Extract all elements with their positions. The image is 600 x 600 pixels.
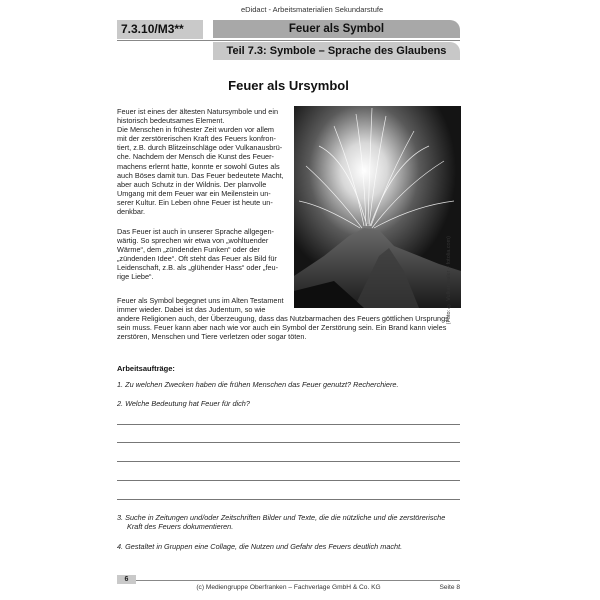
unit-tab: Teil 7.3: Symbole – Sprache des Glaubens [213, 42, 460, 60]
text-line: serer Kultur. Ein Leben ohne Feuer ist heute un- [117, 197, 273, 207]
text-line: denkbar. [117, 207, 145, 217]
paragraph-2 [117, 227, 289, 282]
footer-page-label: Seite 8 [439, 584, 460, 591]
text-line: aber auch Schutz in der Wildnis. Der planvolle [117, 179, 267, 189]
photo-credit: (Foto: © Vulkanmaler – fotolia.com) [446, 236, 452, 325]
answer-line [117, 461, 460, 462]
text-line: rige Liebe“. [117, 272, 154, 282]
topic-tab: Feuer als Symbol [213, 20, 460, 38]
text-line: Umgang mit dem Feuer war ein Meilenstein un- [117, 188, 271, 198]
text-line: Feuer als Symbol begegnet uns im Alten Testament [117, 296, 284, 305]
answer-line [117, 499, 460, 500]
paragraph-1 [117, 107, 289, 216]
worksheet-code: 7.3.10/M3** [117, 20, 203, 39]
tasks-heading: Arbeitsaufträge: [117, 364, 175, 373]
text-line: andere Religionen auch, der Überzeugung, dass das Nutzbarmachen des Feuers göttlichen Ursprungs [117, 314, 449, 324]
text-line: sein muss. Feuer kann aber nach wie vor auch ein Symbol der Zerstörung sein. Ein Brand kann vieles [117, 323, 447, 333]
answer-line [117, 424, 460, 425]
header-rule [117, 40, 460, 41]
text-line: „zündenden Idee“. Oft steht das Feuer als Bild für [117, 254, 277, 264]
text-line: Die Menschen in frühester Zeit wurden vor allem [117, 125, 274, 135]
answer-line [117, 442, 460, 443]
text-line: wärtig. So sprechen wir etwa von „wohltuender [117, 236, 269, 246]
footer-page-number: 6 [117, 575, 136, 584]
publisher-line: eDidact - Arbeitsmaterialien Sekundarstufe [241, 5, 384, 14]
task-3: 3. Suche in Zeitungen und/oder Zeitschriften Bilder und Texte, die die nützliche und die zerstörerische [117, 513, 446, 522]
footer-copyright: (c) Mediengruppe Oberfranken – Fachverlage GmbH & Co. KG [196, 584, 381, 591]
text-line: immer wieder. Dabei ist das Judentum, so wie [117, 305, 266, 315]
text-line: auch Böses damit tun. Das Feuer bedeutete Macht, [117, 170, 284, 180]
volcano-eruption-image [294, 106, 461, 308]
footer-rule [117, 580, 460, 581]
text-line: Leidenschaft, z.B. als „glühender Hass“ oder „feu- [117, 263, 279, 273]
volcano-photo [294, 106, 461, 308]
text-line: che. Nachdem der Mensch die Kunst des Feuer- [117, 152, 274, 162]
text-line: machens erlernt hatte, konnte er sowohl Gutes als [117, 161, 280, 171]
task-1: 1. Zu welchen Zwecken haben die frühen Menschen das Feuer genutzt? Recherchiere. [117, 380, 399, 389]
text-line: Wärme“, dem „zündenden Funken“ oder der [117, 245, 260, 255]
task-3-continued: Kraft des Feuers dokumentieren. [127, 522, 234, 531]
answer-line [117, 480, 460, 481]
text-line: historisch bedeutsames Element. [117, 116, 225, 126]
text-line: Feuer ist eines der ältesten Natursymbole und ein [117, 107, 279, 116]
page-title: Feuer als Ursymbol [228, 78, 349, 93]
task-2: 2. Welche Bedeutung hat Feuer für dich? [117, 399, 250, 408]
task-4: 4. Gestaltet in Gruppen eine Collage, die Nutzen und Gefahr des Feuers deutlich macht. [117, 542, 403, 551]
text-line: zerstören, Menschen und Tiere verletzen oder sogar töten. [117, 332, 307, 342]
text-line: Das Feuer ist auch in unserer Sprache allgegen- [117, 227, 274, 236]
text-line: mit der zerstörerischen Kraft des Feuers konfron- [117, 134, 276, 144]
text-line: tiert, z.B. durch Blitzeinschläge oder Vulkanausbrü- [117, 143, 283, 153]
